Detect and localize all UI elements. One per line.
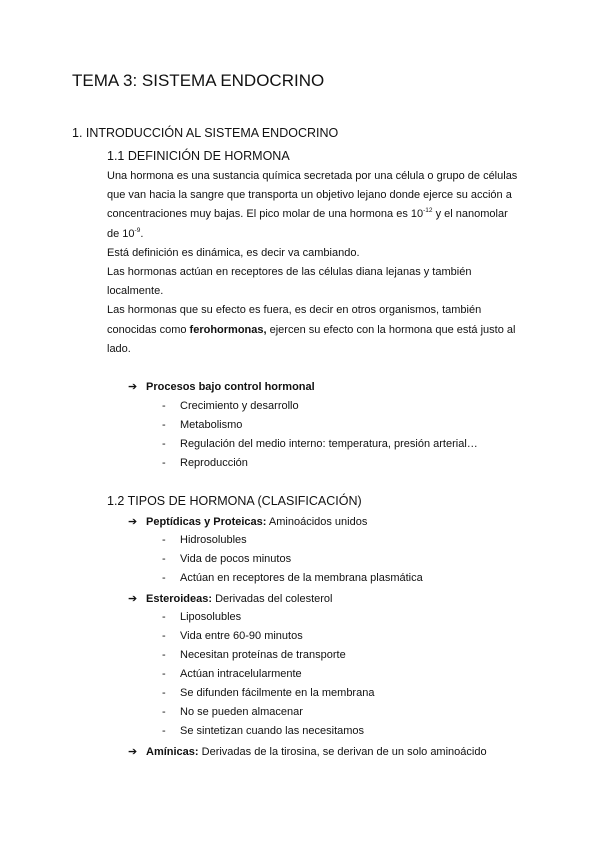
list-item: - Reproducción (162, 457, 248, 469)
list-item: - Se difunden fácilmente en la membrana (162, 687, 375, 699)
list-item: - Actúan en receptores de la membrana plasmática (162, 572, 423, 584)
list-item: - Metabolismo (162, 419, 243, 431)
paragraph-line: Está definición es dinámica, es decir va cambiando. (107, 246, 360, 259)
paragraph-line: lado. (107, 342, 131, 355)
list-item: - Vida entre 60-90 minutos (162, 630, 303, 642)
list-item: - Crecimiento y desarrollo (162, 400, 299, 412)
section-1-heading: 1. INTRODUCCIÓN AL SISTEMA ENDOCRINO (72, 126, 339, 140)
paragraph-line: Las hormonas actúan en receptores de las células diana lejanas y también (107, 266, 472, 279)
paragraph-line: que van hacia la sangre que transporta un objetivo lejano donde ejerce su acción a (107, 189, 512, 202)
arrow-right-icon: ➔ (128, 746, 138, 758)
list-item: - Actúan intracelularmente (162, 668, 302, 680)
paragraph-line: Una hormona es una sustancia química secretada por una célula o grupo de células (107, 170, 518, 182)
paragraph-line: de $10^{-9}$. (107, 226, 144, 240)
paragraph-line: concentraciones muy bajas. El pico molar de una hormona es $10^{-12}$ y el nanomolar (107, 207, 508, 221)
list-item: - Necesitan proteínas de transporte (162, 649, 346, 661)
list-item-processes: ➔ Procesos bajo control hormonal (128, 381, 315, 393)
list-item: - Regulación del medio interno: temperatura, presión arterial… (162, 438, 478, 450)
paragraph-line: conocidas como ferohormonas, ejercen su efecto con la hormona que está justo al (107, 323, 516, 336)
paragraph-line: Las hormonas que su efecto es fuera, es decir en otros organismos, también (107, 304, 482, 317)
list-item: - Liposolubles (162, 611, 242, 623)
list-item: - Vida de pocos minutos (162, 553, 292, 565)
section-1-2-heading: 1.2 TIPOS DE HORMONA (CLASIFICACIÓN) (107, 494, 362, 508)
arrow-right-icon: ➔ (128, 516, 138, 528)
list-item-peptidicas: ➔ Peptídicas y Proteicas: Aminoácidos unidos (128, 516, 368, 528)
list-item: - Hidrosolubles (162, 534, 247, 546)
section-1-1-heading: 1.1 DEFINICIÓN DE HORMONA (107, 149, 290, 163)
document-title: TEMA 3: SISTEMA ENDOCRINO (72, 71, 325, 90)
list-item-aminicas: ➔ Amínicas: Derivadas de la tirosina, se derivan de un solo aminoácido (128, 746, 487, 758)
definition-paragraph (107, 167, 527, 359)
arrow-right-icon: ➔ (128, 593, 138, 605)
bold-term: ferohormonas, (189, 323, 267, 336)
list-item-esteroideas: ➔ Esteroideas: Derivadas del colesterol (128, 593, 333, 605)
list-item: - Se sintetizan cuando las necesitamos (162, 725, 365, 737)
list-item: - No se pueden almacenar (162, 706, 303, 718)
arrow-right-icon: ➔ (128, 381, 138, 393)
exponent: -9 (134, 226, 141, 234)
exponent: -12 (423, 207, 433, 215)
paragraph-line: localmente. (107, 285, 164, 298)
